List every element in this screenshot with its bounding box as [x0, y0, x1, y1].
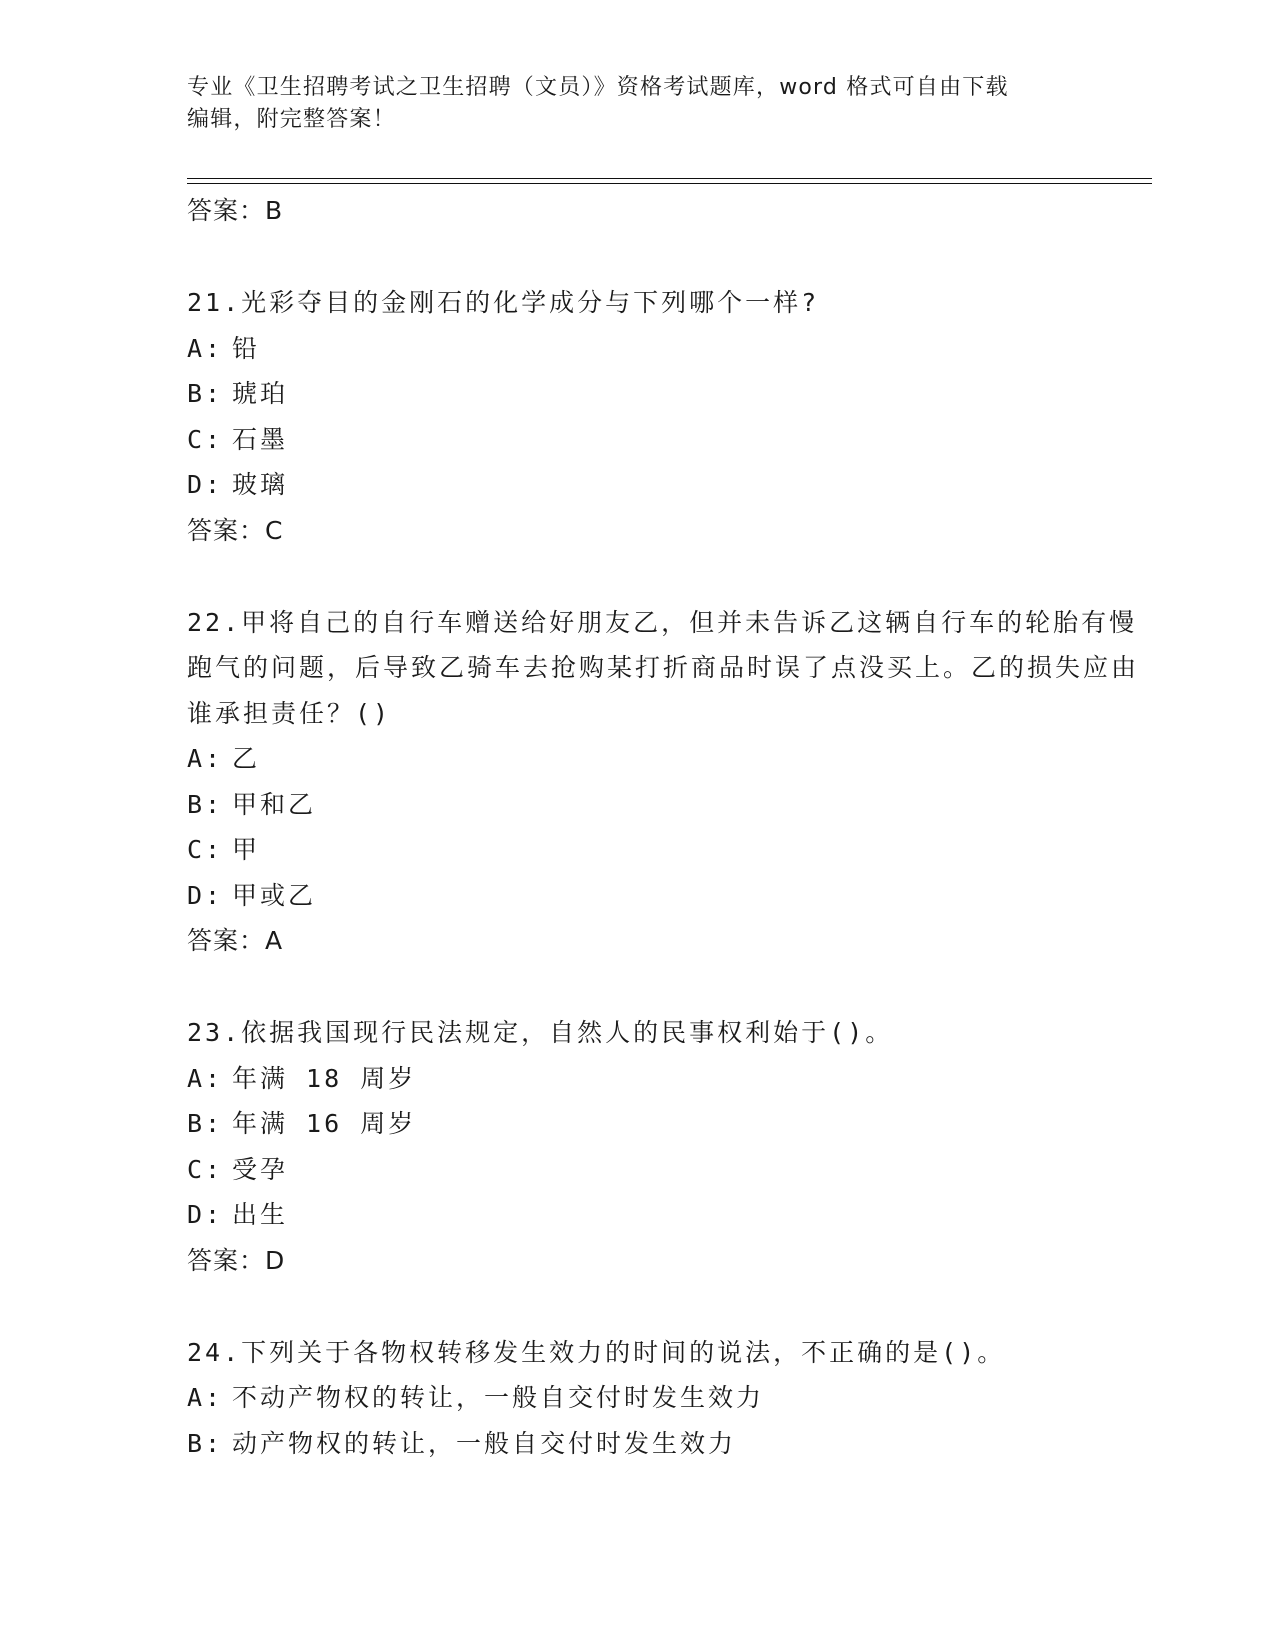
question-23: [187, 1010, 1147, 1283]
answer-22: 答案：A: [187, 926, 284, 955]
option-text: 铅: [232, 333, 261, 363]
answer-23: 答案：D: [187, 1245, 286, 1275]
option-letter: B:: [187, 1109, 224, 1138]
option-letter: D:: [187, 1200, 224, 1229]
option-d: [187, 462, 1147, 508]
option-text: 出生: [232, 1200, 289, 1229]
question-21: [187, 280, 1147, 553]
header-line-2: 编辑，附完整答案！: [187, 107, 396, 132]
option-text: 甲或乙: [232, 880, 317, 910]
option-c: [187, 417, 1147, 463]
previous-answer: 答案：B: [187, 196, 284, 225]
option-c: [187, 1147, 1147, 1193]
option-text: 年满 18 周岁: [232, 1063, 417, 1093]
option-letter: D:: [187, 880, 224, 910]
document-header: [187, 72, 1087, 136]
option-text: 甲: [232, 835, 261, 864]
option-a: [187, 736, 1147, 782]
option-b: [187, 782, 1147, 828]
question-24: [187, 1330, 1147, 1467]
answer-21: 答案：C: [187, 515, 284, 545]
header-divider-top: [187, 178, 1152, 179]
option-b: [187, 1421, 1147, 1467]
question-text: 23.依据我国现行民法规定，自然人的民事权利始于()。: [187, 1018, 894, 1047]
option-c: [187, 827, 1147, 873]
question-list: [187, 188, 1147, 1466]
option-a: [187, 326, 1147, 372]
option-letter: A:: [187, 744, 224, 773]
option-text: 年满 16 周岁: [232, 1109, 417, 1138]
option-letter: B:: [187, 379, 224, 408]
option-letter: A:: [187, 1063, 224, 1093]
option-text: 琥珀: [232, 379, 289, 408]
option-a: [187, 1375, 1147, 1421]
option-a: [187, 1056, 1147, 1102]
option-d: [187, 1192, 1147, 1238]
option-text: 乙: [232, 744, 261, 773]
option-text: 动产物权的转让，一般自交付时发生效力: [232, 1428, 737, 1458]
option-b: [187, 371, 1147, 417]
option-letter: C:: [187, 835, 224, 864]
option-text: 玻璃: [232, 470, 289, 499]
option-text: 甲和乙: [232, 789, 317, 819]
option-text: 不动产物权的转让，一般自交付时发生效力: [232, 1383, 765, 1412]
option-letter: C:: [187, 424, 224, 454]
option-d: [187, 873, 1147, 919]
option-letter: C:: [187, 1154, 224, 1184]
option-text: 受孕: [232, 1154, 289, 1184]
question-text: 22.甲将自己的自行车赠送给好朋友乙，但并未告诉乙这辆自行车的轮胎有慢跑气的问题，后导致乙骑车去抢购某打折商品时误了点没买上。乙的损失应由谁承担责任？(): [187, 607, 1140, 728]
option-text: 石墨: [232, 424, 289, 454]
question-text: 21.光彩夺目的金刚石的化学成分与下列哪个一样?: [187, 288, 820, 317]
option-b: [187, 1101, 1147, 1147]
option-letter: B:: [187, 1428, 224, 1458]
option-letter: A:: [187, 1383, 224, 1412]
header-line-1: 专业《卫生招聘考试之卫生招聘（文员）》资格考试题库，word 格式可自由下载: [187, 75, 1009, 100]
option-letter: D:: [187, 470, 224, 499]
question-text: 24.下列关于各物权转移发生效力的时间的说法，不正确的是()。: [187, 1337, 1006, 1367]
question-22: [187, 600, 1147, 964]
header-divider-bottom: [187, 183, 1152, 184]
option-letter: B:: [187, 789, 224, 819]
option-letter: A:: [187, 333, 224, 363]
